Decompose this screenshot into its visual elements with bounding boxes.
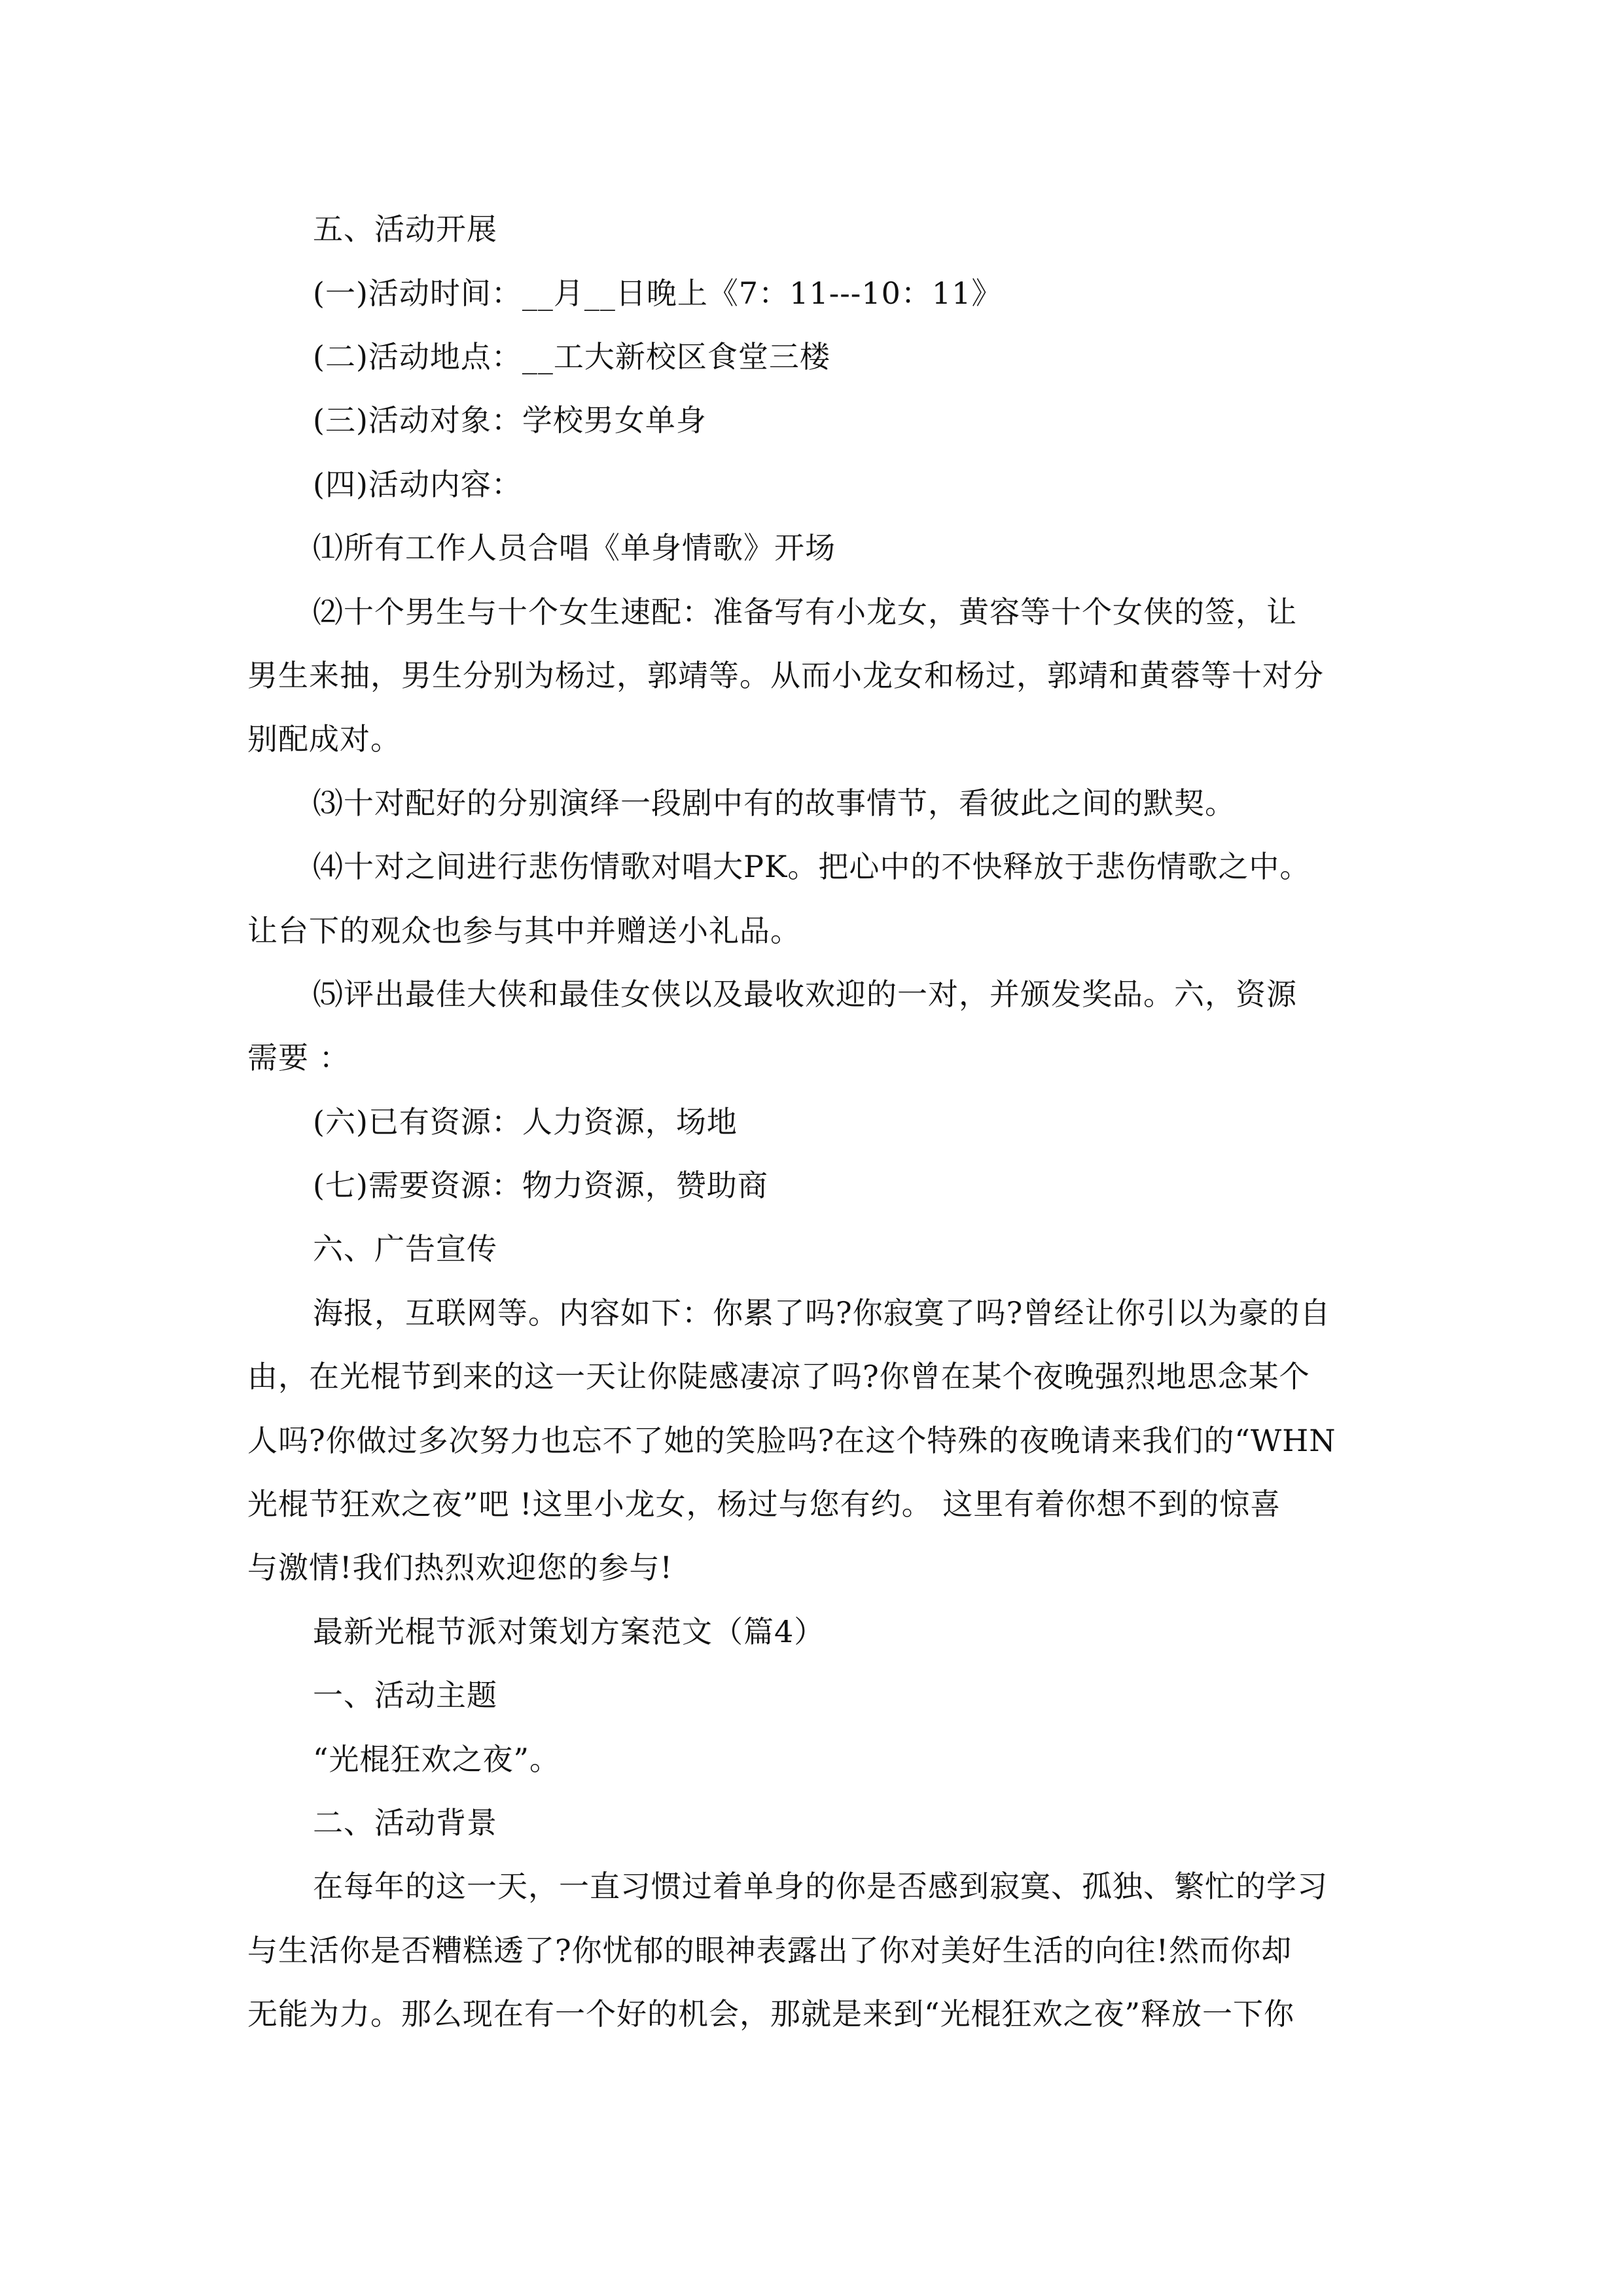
background-line-3: 无能为力。那么现在有一个好的机会，那就是来到“光棍狂欢之夜”释放一下你 [247,1996,1295,2032]
content-item-4: ⑷十对之间进行悲伤情歌对唱大PK。把心中的不快释放于悲伤情歌之中。 [313,849,1311,884]
content-item-2-end: 别配成对。 [247,721,401,757]
content-item-2: ⑵十个男生与十个女生速配：准备写有小龙女，黄容等十个女侠的签，让 [313,594,1297,630]
ad-paragraph-line-1: 海报，互联网等。内容如下：你累了吗?你寂寞了吗?曾经让你引以为豪的自 [313,1295,1331,1331]
ad-paragraph-line-4: 光棍节狂欢之夜”吧 !这里小龙女，杨过与您有约。 这里有着你想不到的惊喜 [247,1486,1281,1522]
content-item-3: ⑶十对配好的分别演绎一段剧中有的故事情节，看彼此之间的默契。 [313,785,1236,821]
activity-location: (二)活动地点：__工大新校区食堂三楼 [313,339,830,374]
content-item-5-cont: 需要 ： [247,1040,350,1075]
ad-paragraph-line-5: 与激情!我们热烈欢迎您的参与! [247,1550,673,1585]
content-item-4-cont: 让台下的观众也参与其中并赠送小礼品。 [247,913,801,948]
activity-audience: (三)活动对象：学校男女单身 [313,403,707,438]
ad-paragraph-line-2: 由，在光棍节到来的这一天让你陡感凄凉了吗?你曾在某个夜晚强烈地思念某个 [247,1359,1310,1394]
content-item-2-cont: 男生来抽，男生分别为杨过，郭靖等。从而小龙女和杨过，郭靖和黄蓉等十对分 [247,658,1324,693]
activity-time: (一)活动时间：__月__日晚上《7：11---10：11》 [313,276,1003,311]
theme-text: “光棍狂欢之夜”。 [313,1742,561,1777]
content-item-5: ⑸评出最佳大侠和最佳女侠以及最收欢迎的一对，并颁发奖品。六，资源 [313,977,1297,1012]
existing-resources: (六)已有资源：人力资源，场地 [313,1104,738,1139]
section-heading-background: 二、活动背景 [313,1805,497,1840]
background-line-2: 与生活你是否糟糕透了?你忧郁的眼神表露出了你对美好生活的向往!然而你却 [247,1933,1293,1968]
ad-paragraph-line-3: 人吗?你做过多次努力也忘不了她的笑脸吗?在这个特殊的夜晚请来我们的“WHN [247,1423,1336,1458]
needed-resources: (七)需要资源：物力资源，赞助商 [313,1168,768,1203]
background-line-1: 在每年的这一天，一直习惯过着单身的你是否感到寂寞、孤独、繁忙的学习 [313,1869,1328,1904]
activity-content-heading: (四)活动内容： [313,467,522,502]
article-title-part4: 最新光棍节派对策划方案范文（篇4） [313,1614,825,1649]
section-heading-activity: 五、活动开展 [313,211,497,247]
content-item-1: ⑴所有工作人员合唱《单身情歌》开场 [313,530,836,565]
section-heading-ads: 六、广告宣传 [313,1231,497,1266]
section-heading-theme: 一、活动主题 [313,1677,497,1713]
